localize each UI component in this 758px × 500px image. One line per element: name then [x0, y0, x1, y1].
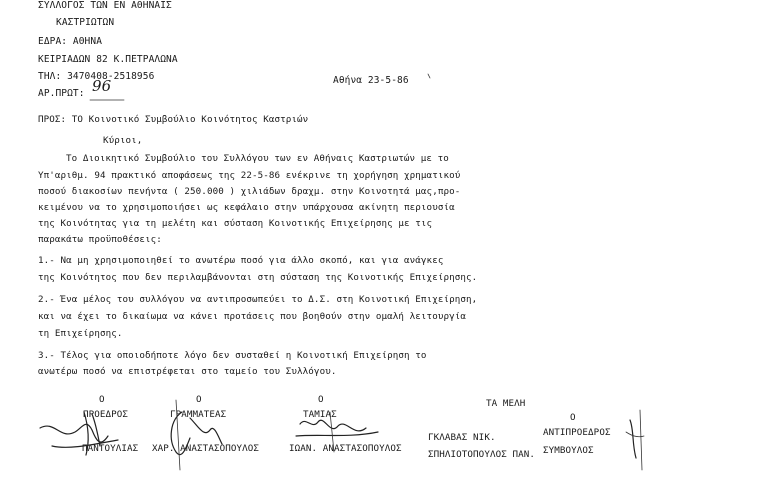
secretary-title: ΓΡΑΜΜΑΤΕΑΣ [170, 409, 227, 420]
protocol-number: 96 [92, 77, 112, 95]
treasurer-title: ΤΑΜΙΑΣ [303, 409, 337, 420]
condition-1-line-2: της Κοινότητος που δεν περιλαμβάνονται στη σύσταση της Κοινοτικής Επιχείρησης. [38, 272, 478, 283]
vice-title-line-2: ΣΥΜΒΟΥΛΟΣ [543, 445, 594, 456]
condition-3-line-1: 3.- Τέλος για οποιοδήποτε λόγο δεν συσταθεί η Κοινοτική Επιχείρηση το [38, 350, 427, 361]
protocol-label: ΑΡ.ΠΡΩΤ: [38, 88, 85, 99]
body-line-4: κειμένου να το χρησιμοποιήσει ως κεφάλαιο στην υπάρχουσα ακίνητη περιουσία [38, 202, 455, 213]
member-2-name: ΣΠΗΛΙΟΤΟΠΟΥΛΟΣ ΠΑΝ. [428, 449, 535, 460]
org-seat: ΕΔΡΑ: ΑΘΗΝΑ [38, 36, 103, 47]
secretary-name: ΧΑΡ. ΑΝΑΣΤΑΣΟΠΟΥΛΟΣ [152, 443, 259, 454]
signature-mark: Ο [196, 394, 202, 405]
date-mark [428, 74, 430, 78]
treasurer-name: ΙΩΑΝ. ΑΝΑΣΤΑΣΟΠΟΥΛΟΣ [289, 443, 402, 454]
recipient-line: ΠΡΟΣ: ΤΟ Κοινοτικό Συμβούλιο Κοινότητος Καστριών [38, 114, 309, 125]
org-phone: ΤΗΛ: 3470408-2518956 [38, 71, 155, 82]
president-title: ΠΡΟΕΔΡΟΣ [83, 409, 129, 420]
signature-mark: Ο [318, 394, 324, 405]
org-name-line1: ΣΥΛΛΟΓΟΣ ΤΩΝ ΕΝ ΑΘΗΝΑΙΣ [38, 0, 172, 11]
condition-2-line-1: 2.- Ένα μέλος του συλλόγου να αντιπροσωπεύει το Δ.Σ. στη Κοινοτική Επιχείρηση, [38, 294, 478, 305]
condition-1-line-1: 1.- Να μη χρησιμοποιηθεί το ανωτέρω ποσό για άλλο σκοπό, και για ανάγκες [38, 255, 444, 266]
org-address: ΚΕΙΡΙΑΔΩΝ 82 Κ.ΠΕΤΡΑΛΩΝΑ [38, 54, 178, 65]
vice-president-title: ΑΝΤΙΠΡΟΕΔΡΟΣ [543, 427, 611, 438]
condition-3-line-2: ανωτέρω ποσό να επιστρέφεται στο ταμείο του Συλλόγου. [38, 366, 337, 377]
signature-mark: Ο [99, 394, 105, 405]
body-line-2: Υπ'αριθμ. 94 πρακτικό αποφάσεως της 22-5-86 ενέκρινε τη χορήγηση χρηματικού [38, 170, 461, 181]
signature-mark: Ο [570, 412, 576, 423]
body-line-6: παρακάτω προϋποθέσεις: [38, 234, 162, 245]
place-date: Αθήνα 23-5-86 [333, 75, 409, 86]
condition-2-line-3: τη Επιχείρησης. [38, 328, 123, 339]
org-name-line2: ΚΑΣΤΡΙΩΤΩΝ [56, 17, 115, 28]
president-name: ΠΑΝΤΟΥΛΙΑΣ [82, 443, 139, 454]
vice-president-signature [626, 410, 644, 470]
member-1-name: ΓΚΛΑΒΑΣ ΝΙΚ. [428, 432, 496, 443]
salutation: Κύριοι, [103, 135, 143, 146]
body-line-5: της Κοινότητας για τη μελέτη και σύσταση Κοινοτικής Επιχείρησης με τις [38, 218, 433, 229]
body-line-1: Το Διοικητικό Συμβούλιο του Συλλόγου των εν Αθήναις Καστριωτών με το [66, 153, 449, 164]
members-label: ΤΑ ΜΕΛΗ [486, 398, 526, 409]
condition-2-line-2: και να έχει το δικαίωμα να κάνει προτάσεις που βοηθούν στην ομαλή λειτουργία [38, 311, 466, 322]
body-line-3: ποσού διακοσίων πενήντα ( 250.000 ) χιλιάδων δραχμ. στην Κοινοτητά μας,προ- [38, 186, 461, 197]
